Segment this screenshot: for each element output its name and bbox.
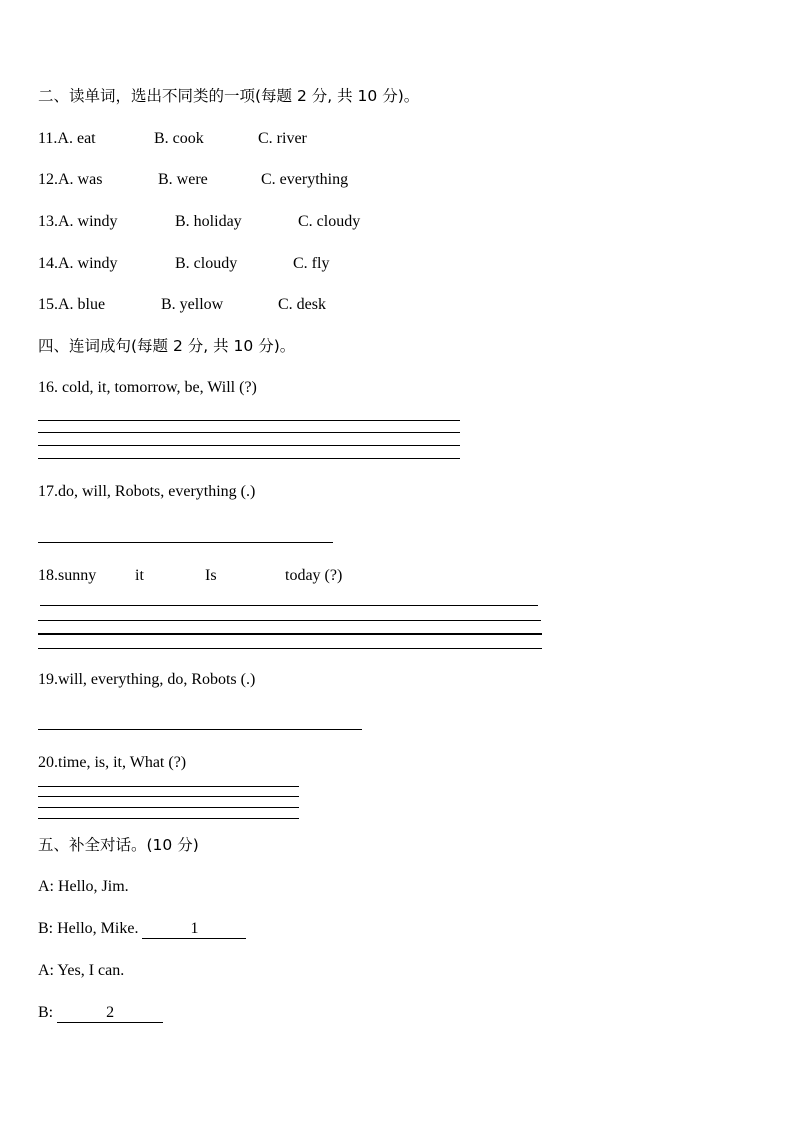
- answer-line: [38, 818, 299, 819]
- answer-line: [38, 729, 362, 730]
- section-5-heading: 五、补全对话。(10 分): [38, 836, 199, 854]
- dialogue-line-2: [38, 919, 246, 939]
- dialogue-line-4: [38, 1003, 163, 1023]
- word-today: today (?): [285, 567, 343, 584]
- question-number: 12.: [38, 171, 58, 188]
- question-16: 16. cold, it, tomorrow, be, Will (?): [38, 379, 257, 396]
- answer-line: [38, 796, 299, 797]
- option-c: C. cloudy: [298, 213, 361, 230]
- option-c: C. fly: [293, 255, 330, 272]
- question-number: 15.: [38, 296, 58, 313]
- question-15: [38, 295, 438, 315]
- question-number: 18.: [38, 567, 58, 584]
- option-a: A. windy: [58, 213, 118, 230]
- answer-line: [38, 420, 460, 421]
- dialogue-text: B:: [38, 1004, 58, 1021]
- option-a: A. was: [58, 171, 103, 188]
- answer-line: [38, 633, 542, 635]
- option-a: A. eat: [57, 130, 96, 147]
- question-17: 17.do, will, Robots, everything (.): [38, 483, 256, 500]
- dialogue-line-1: A: Hello, Jim.: [38, 878, 129, 895]
- question-11: [38, 129, 438, 149]
- option-b: B. cloudy: [175, 255, 238, 272]
- option-b: B. cook: [154, 130, 204, 147]
- word-is: Is: [205, 567, 217, 584]
- option-a: A. blue: [58, 296, 106, 313]
- option-c: C. river: [258, 130, 307, 147]
- question-19: 19.will, everything, do, Robots (.): [38, 671, 256, 688]
- section-2-heading: 二、读单词，选出不同类的一项(每题 2 分, 共 10 分)。: [38, 87, 420, 105]
- question-13: [38, 212, 438, 232]
- option-c: C. desk: [278, 296, 326, 313]
- answer-line: [38, 620, 541, 621]
- option-a: A. windy: [58, 255, 118, 272]
- word-it: it: [135, 567, 144, 584]
- answer-line: [38, 807, 299, 808]
- question-20: 20.time, is, it, What (?): [38, 754, 187, 771]
- question-12: [38, 170, 438, 190]
- answer-line: [40, 605, 538, 606]
- question-number: 14.: [38, 255, 58, 272]
- blank-1[interactable]: 1: [142, 920, 246, 939]
- dialogue-text: B: Hello, Mike.: [38, 920, 143, 937]
- blank-2[interactable]: 2: [57, 1004, 163, 1023]
- question-number: 13.: [38, 213, 58, 230]
- word-sunny: sunny: [58, 567, 97, 584]
- option-c: C. everything: [261, 171, 349, 188]
- question-number: 11.: [38, 130, 58, 147]
- question-14: [38, 254, 438, 274]
- question-18: [38, 566, 438, 586]
- option-b: B. yellow: [161, 296, 224, 313]
- answer-line: [38, 432, 460, 433]
- option-b: B. holiday: [175, 213, 242, 230]
- answer-line: [38, 648, 542, 649]
- answer-line: [38, 786, 299, 787]
- section-4-heading: 四、连词成句(每题 2 分, 共 10 分)。: [38, 337, 296, 355]
- option-b: B. were: [158, 171, 208, 188]
- answer-line: [38, 458, 460, 459]
- answer-line: [38, 542, 333, 543]
- answer-line: [38, 445, 460, 446]
- dialogue-line-3: A: Yes, I can.: [38, 962, 125, 979]
